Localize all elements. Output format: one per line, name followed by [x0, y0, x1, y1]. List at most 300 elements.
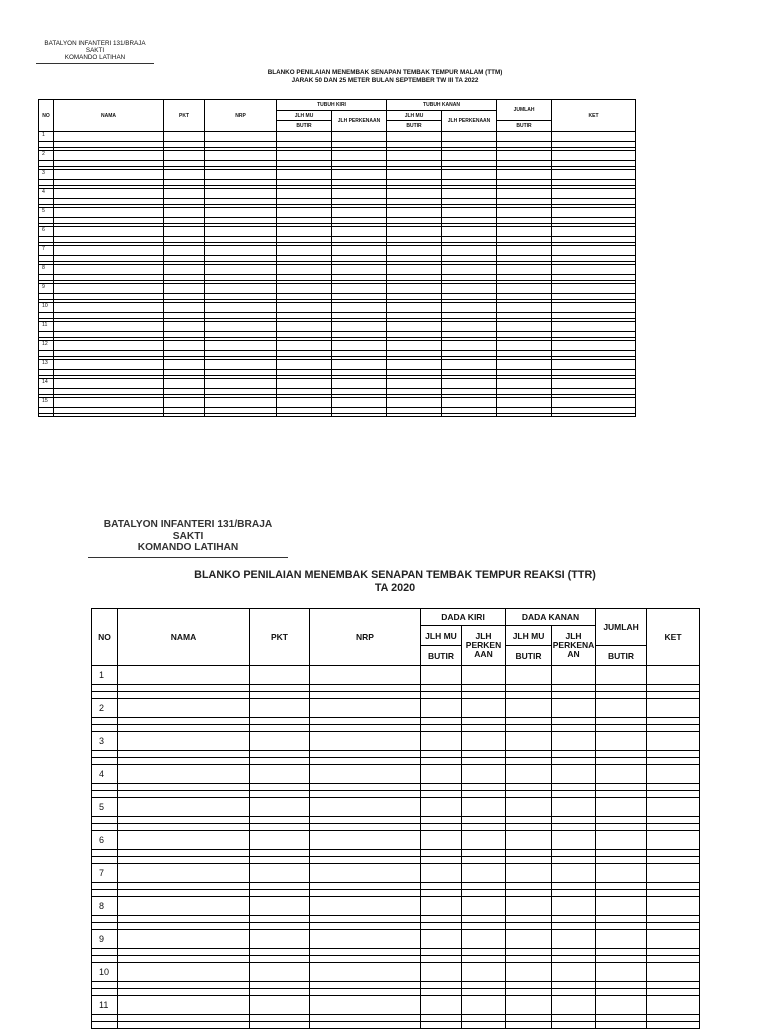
header-ket: KET	[552, 100, 636, 132]
table-cell	[497, 414, 552, 417]
table-cell	[310, 758, 421, 765]
table-cell	[442, 151, 497, 161]
table-cell	[552, 758, 596, 765]
table-subrow	[92, 718, 700, 725]
table-cell	[647, 930, 700, 949]
table-cell	[506, 824, 552, 831]
table-cell	[506, 699, 552, 718]
table-cell	[647, 666, 700, 685]
table-cell	[552, 817, 596, 824]
table-cell	[462, 784, 506, 791]
table-cell	[205, 379, 277, 389]
table-cell	[462, 996, 506, 1015]
table-cell	[118, 963, 250, 982]
row-number: 3	[39, 170, 54, 180]
table-row	[39, 303, 636, 313]
table-cell	[506, 692, 552, 699]
table-cell	[118, 1022, 250, 1029]
table-cell	[506, 989, 552, 996]
table-cell	[421, 890, 462, 897]
table-cell	[205, 360, 277, 370]
table-cell	[497, 189, 552, 199]
table-cell	[506, 1015, 552, 1022]
table-cell	[387, 208, 442, 218]
table-cell	[250, 784, 310, 791]
table-cell	[54, 208, 164, 218]
table-cell	[118, 996, 250, 1015]
table-cell	[506, 666, 552, 685]
table-cell	[442, 265, 497, 275]
row-number: 10	[39, 303, 54, 313]
table-cell	[647, 685, 700, 692]
table-cell	[596, 758, 647, 765]
table-cell	[332, 208, 387, 218]
table-cell	[421, 1022, 462, 1029]
table-row	[39, 208, 636, 218]
unit-header	[88, 519, 288, 558]
table-cell	[442, 414, 497, 417]
table-cell	[310, 916, 421, 923]
row-number: 6	[92, 831, 118, 850]
table-cell	[250, 956, 310, 963]
table-cell	[442, 284, 497, 294]
table-cell	[118, 817, 250, 824]
table-cell	[506, 930, 552, 949]
table-cell	[596, 850, 647, 857]
table-cell	[54, 322, 164, 332]
table-cell	[118, 765, 250, 784]
table-row	[92, 831, 700, 850]
table-row	[39, 265, 636, 275]
row-number: 15	[39, 398, 54, 408]
table-cell	[647, 758, 700, 765]
table-cell	[92, 850, 118, 857]
table-cell	[596, 765, 647, 784]
table-cell	[506, 883, 552, 890]
table-cell	[647, 864, 700, 883]
table-subrow	[92, 916, 700, 923]
header-jlh-perkenaan-left: JLH PERKENAAN	[332, 111, 387, 132]
table-cell	[421, 817, 462, 824]
table-cell	[421, 1015, 462, 1022]
table-cell	[250, 916, 310, 923]
table-cell	[596, 725, 647, 732]
table-cell	[506, 996, 552, 1015]
table-cell	[310, 989, 421, 996]
row-number: 5	[92, 798, 118, 817]
table-cell	[552, 666, 596, 685]
table-cell	[92, 989, 118, 996]
table-cell	[421, 725, 462, 732]
table-cell	[250, 692, 310, 699]
table-cell	[552, 982, 596, 989]
table-cell	[205, 322, 277, 332]
table-cell	[552, 963, 596, 982]
table-cell	[552, 850, 596, 857]
table-cell	[552, 923, 596, 930]
table-cell	[596, 666, 647, 685]
table-cell	[250, 996, 310, 1015]
table-cell	[332, 379, 387, 389]
table-cell	[92, 857, 118, 864]
table-cell	[647, 725, 700, 732]
table-cell	[277, 379, 332, 389]
table-cell	[596, 930, 647, 949]
table-cell	[647, 692, 700, 699]
table-cell	[596, 1015, 647, 1022]
table-cell	[506, 718, 552, 725]
table-cell	[647, 791, 700, 798]
table-subrow	[92, 758, 700, 765]
table-cell	[506, 831, 552, 850]
table-cell	[596, 784, 647, 791]
header-butir-left: BUTIR	[421, 646, 462, 666]
table-cell	[552, 996, 596, 1015]
table-cell	[250, 725, 310, 732]
table-cell	[462, 963, 506, 982]
row-number: 7	[39, 246, 54, 256]
table-cell	[506, 817, 552, 824]
table-cell	[552, 284, 636, 294]
table-cell	[250, 758, 310, 765]
table-cell	[277, 170, 332, 180]
row-number: 3	[92, 732, 118, 751]
table-cell	[92, 923, 118, 930]
table-cell	[310, 718, 421, 725]
table-row	[39, 341, 636, 351]
row-number: 2	[92, 699, 118, 718]
table-cell	[387, 170, 442, 180]
table-cell	[552, 322, 636, 332]
header-butir-jumlah: BUTIR	[596, 646, 647, 666]
table-cell	[118, 916, 250, 923]
table-cell	[332, 398, 387, 408]
table-cell	[552, 341, 636, 351]
table-cell	[310, 732, 421, 751]
table-cell	[310, 1015, 421, 1022]
header-butir-right: BUTIR	[387, 121, 442, 132]
table-cell	[277, 341, 332, 351]
table-row	[92, 930, 700, 949]
table-cell	[277, 322, 332, 332]
table-cell	[310, 765, 421, 784]
table-cell	[497, 284, 552, 294]
table-cell	[118, 989, 250, 996]
table-cell	[310, 864, 421, 883]
table-cell	[164, 284, 205, 294]
table-subrow	[92, 949, 700, 956]
table-cell	[442, 246, 497, 256]
row-number: 8	[92, 897, 118, 916]
table-cell	[506, 791, 552, 798]
table-cell	[277, 189, 332, 199]
table-cell	[310, 996, 421, 1015]
table-cell	[277, 398, 332, 408]
table-cell	[164, 265, 205, 275]
table-cell	[164, 414, 205, 417]
table-cell	[596, 883, 647, 890]
table-cell	[92, 982, 118, 989]
table-cell	[552, 890, 596, 897]
table-cell	[205, 303, 277, 313]
table-cell	[506, 685, 552, 692]
table-cell	[164, 341, 205, 351]
table-cell	[250, 989, 310, 996]
table-cell	[250, 982, 310, 989]
table-cell	[118, 732, 250, 751]
table-cell	[421, 831, 462, 850]
table-cell	[332, 360, 387, 370]
table-cell	[205, 132, 277, 142]
table-cell	[310, 857, 421, 864]
table-cell	[596, 831, 647, 850]
table-cell	[442, 360, 497, 370]
table-cell	[250, 897, 310, 916]
table-row	[92, 732, 700, 751]
table-cell	[310, 982, 421, 989]
table-cell	[54, 227, 164, 237]
table-cell	[54, 151, 164, 161]
table-cell	[92, 890, 118, 897]
header-jlh-mu-right: JLH MU	[387, 111, 442, 121]
table-cell	[250, 791, 310, 798]
table-cell	[92, 949, 118, 956]
table-cell	[310, 666, 421, 685]
table-cell	[277, 414, 332, 417]
table-cell	[250, 831, 310, 850]
table-cell	[596, 916, 647, 923]
table-cell	[552, 791, 596, 798]
table-cell	[332, 322, 387, 332]
table-cell	[552, 883, 596, 890]
table-row	[92, 798, 700, 817]
table-cell	[54, 303, 164, 313]
table-cell	[310, 850, 421, 857]
table-cell	[118, 718, 250, 725]
table-cell	[310, 817, 421, 824]
table-cell	[205, 170, 277, 180]
table-row	[39, 246, 636, 256]
table-cell	[647, 982, 700, 989]
table-cell	[462, 956, 506, 963]
table-cell	[647, 1015, 700, 1022]
table-cell	[250, 1015, 310, 1022]
table-cell	[118, 699, 250, 718]
table-cell	[442, 189, 497, 199]
table-cell	[462, 718, 506, 725]
table-subrow	[92, 956, 700, 963]
header-jumlah: JUMLAH	[596, 609, 647, 646]
table-cell	[205, 341, 277, 351]
table-cell	[164, 132, 205, 142]
header-butir-jumlah: BUTIR	[497, 121, 552, 132]
table-cell	[387, 227, 442, 237]
table-cell	[277, 360, 332, 370]
row-number: 13	[39, 360, 54, 370]
header-nrp: NRP	[205, 100, 277, 132]
table-cell	[497, 398, 552, 408]
table-cell	[310, 1022, 421, 1029]
table-cell	[462, 791, 506, 798]
table-cell	[250, 685, 310, 692]
table-cell	[332, 414, 387, 417]
header-jlh-perkenaan-left: JLH PERKEN AAN	[462, 626, 506, 666]
table-cell	[506, 784, 552, 791]
table-cell	[421, 897, 462, 916]
table-cell	[596, 963, 647, 982]
table-row	[92, 864, 700, 883]
table-cell	[250, 699, 310, 718]
header-butir-right: BUTIR	[506, 646, 552, 666]
table-cell	[552, 732, 596, 751]
table-cell	[552, 360, 636, 370]
table-cell	[54, 132, 164, 142]
table-cell	[205, 265, 277, 275]
table-cell	[462, 923, 506, 930]
table-cell	[421, 916, 462, 923]
table-cell	[506, 1022, 552, 1029]
table-cell	[421, 989, 462, 996]
table-cell	[277, 284, 332, 294]
table-cell	[250, 718, 310, 725]
table-cell	[647, 883, 700, 890]
unit-name: BATALYON INFANTERI 131/BRAJA SAKTI	[44, 40, 146, 55]
table-cell	[462, 1015, 506, 1022]
table-cell	[387, 246, 442, 256]
header-group-left: DADA KIRI	[421, 609, 506, 626]
table-row	[39, 360, 636, 370]
unit-command: KOMANDO LATIHAN	[36, 54, 154, 63]
table-cell	[506, 916, 552, 923]
table-cell	[647, 798, 700, 817]
table-cell	[205, 227, 277, 237]
table-cell	[387, 284, 442, 294]
table-cell	[552, 864, 596, 883]
table-cell	[118, 850, 250, 857]
form-title-line1: BLANKO PENILAIAN MENEMBAK SENAPAN TEMBAK TEMPUR MALAM (TTM)	[267, 69, 503, 76]
table-cell	[310, 751, 421, 758]
header-no: NO	[39, 100, 54, 132]
table-cell	[462, 751, 506, 758]
table-cell	[277, 303, 332, 313]
table-row	[39, 151, 636, 161]
row-number: 4	[39, 189, 54, 199]
header-nama: NAMA	[54, 100, 164, 132]
table-cell	[421, 850, 462, 857]
table-cell	[552, 189, 636, 199]
table-cell	[462, 890, 506, 897]
table-cell	[310, 930, 421, 949]
header-no: NO	[92, 609, 118, 666]
row-number: 11	[39, 322, 54, 332]
table-cell	[54, 170, 164, 180]
table-cell	[387, 151, 442, 161]
table-cell	[332, 132, 387, 142]
table-cell	[277, 132, 332, 142]
table-cell	[387, 303, 442, 313]
table-subrow	[92, 685, 700, 692]
form-title-line2: JARAK 50 DAN 25 METER BULAN SEPTEMBER TW III TA 2022	[291, 76, 479, 84]
table-cell	[647, 897, 700, 916]
table-cell	[462, 732, 506, 751]
table-cell	[462, 685, 506, 692]
table-cell	[552, 725, 596, 732]
table-cell	[118, 751, 250, 758]
table-cell	[442, 322, 497, 332]
table-cell	[250, 890, 310, 897]
table-cell	[596, 685, 647, 692]
table-row	[39, 227, 636, 237]
table-cell	[332, 227, 387, 237]
table-body	[39, 132, 636, 417]
header-group-right: DADA KANAN	[506, 609, 596, 626]
table-cell	[497, 132, 552, 142]
table-cell	[92, 751, 118, 758]
table-cell	[310, 791, 421, 798]
table-cell	[92, 824, 118, 831]
table-cell	[92, 685, 118, 692]
table-cell	[92, 791, 118, 798]
table-cell	[552, 379, 636, 389]
table-row	[92, 666, 700, 685]
row-number: 1	[92, 666, 118, 685]
table-cell	[552, 897, 596, 916]
table-cell	[552, 989, 596, 996]
table-cell	[596, 824, 647, 831]
table-cell	[596, 857, 647, 864]
header-group-left: TUBUH KIRI	[277, 100, 387, 111]
table-cell	[54, 189, 164, 199]
unit-command: KOMANDO LATIHAN	[88, 542, 288, 558]
table-cell	[552, 699, 596, 718]
table-cell	[54, 246, 164, 256]
table-subrow	[92, 883, 700, 890]
header-jlh-perkenaan-right: JLH PERKENAAN	[442, 111, 497, 132]
table-cell	[310, 699, 421, 718]
table-cell	[277, 227, 332, 237]
table-cell	[647, 916, 700, 923]
table-cell	[552, 784, 596, 791]
table-cell	[462, 666, 506, 685]
table-cell	[164, 303, 205, 313]
table-cell	[552, 930, 596, 949]
unit-name: BATALYON INFANTERI 131/BRAJA SAKTI	[103, 519, 273, 542]
table-cell	[442, 170, 497, 180]
table-cell	[118, 666, 250, 685]
table-cell	[462, 725, 506, 732]
row-number: 11	[92, 996, 118, 1015]
table-cell	[506, 857, 552, 864]
form-title-line2: TA 2020	[374, 581, 416, 594]
table-cell	[647, 857, 700, 864]
table-cell	[552, 831, 596, 850]
table-cell	[250, 824, 310, 831]
table-cell	[421, 692, 462, 699]
table-cell	[497, 170, 552, 180]
table-cell	[647, 817, 700, 824]
table-cell	[596, 718, 647, 725]
table-cell	[54, 284, 164, 294]
table-cell	[164, 246, 205, 256]
table-cell	[647, 996, 700, 1015]
table-subrow	[92, 1022, 700, 1029]
table-cell	[421, 666, 462, 685]
table-cell	[421, 949, 462, 956]
table-cell	[421, 765, 462, 784]
table-cell	[506, 765, 552, 784]
header-group-right: TUBUH KANAN	[387, 100, 497, 111]
table-subrow	[39, 414, 636, 417]
